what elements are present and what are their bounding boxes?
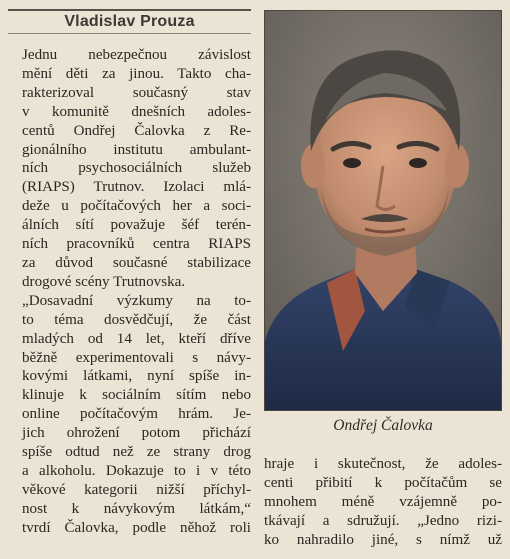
eye-right — [409, 158, 427, 168]
text-line: jich ohrožení potom přichází — [22, 425, 251, 442]
article-right-column — [264, 455, 502, 550]
text-line: centů Ondřej Čalovka z Re- — [22, 122, 251, 139]
text-line: spíše odtud než ze strany drog — [22, 444, 251, 461]
text-line: online počítačovým hrám. Je- — [22, 406, 251, 423]
text-line: věkové kategorii nižší příchyl- — [22, 481, 251, 498]
text-line: rakterizoval současný stav — [22, 84, 251, 101]
paragraph-3 — [264, 455, 502, 550]
text-line: (RIAPS) Trutnov. Izolaci mlá- — [22, 179, 251, 196]
paragraph-2 — [8, 292, 251, 538]
text-line: a alkoholu. Dokazuje to i v této — [22, 462, 251, 479]
text-line: gionálního institutu ambulant- — [22, 141, 251, 158]
text-line: tvrdí Čalovka, podle něhož roli — [22, 519, 251, 536]
text-line: nost k návykovým látkám,“ — [22, 500, 251, 517]
text-line: centi přibití k počítačům se — [264, 474, 502, 491]
text-line: v komunitě dnešních adoles- — [22, 103, 251, 120]
text-line: ko nahradilo jiné, s nímž už — [264, 531, 502, 548]
text-line: běžně experimentovali s návy- — [22, 349, 251, 366]
text-line: deže u počítačových her a soci- — [22, 198, 251, 215]
byline-box — [8, 9, 251, 34]
text-line: Jednu nebezpečnou závislost — [22, 47, 251, 63]
article-left-column — [8, 46, 251, 538]
ear-right — [445, 144, 469, 188]
text-line: ních pracovníků centra RIAPS — [22, 236, 251, 253]
text-line: hraje i skutečnost, že adoles- — [264, 456, 502, 472]
text-line: álních sítí považuje šéf terén- — [22, 217, 251, 234]
text-line: mění děti za jinou. Takto cha- — [22, 65, 251, 82]
text-line: za důvod současné stabilizace — [22, 254, 251, 271]
text-line: „Dosavadní výzkumy na to- — [22, 292, 251, 309]
text-line: mnohem méně vzájemně po- — [264, 493, 502, 510]
text-line: mladých od 14 let, kteří dříve — [22, 330, 251, 347]
eye-left — [343, 158, 361, 168]
text-line: ních psychosociálních služeb — [22, 160, 251, 177]
text-line: drogové scény Trutnovska. — [22, 273, 186, 290]
author-name: Vladislav Prouza — [64, 13, 195, 30]
text-line: to téma dosvědčují, že část — [22, 311, 251, 328]
text-line: kovými látkami, nyní spíše in- — [22, 368, 251, 385]
paragraph-1 — [8, 46, 251, 292]
portrait-illustration — [265, 11, 501, 410]
text-line: klinuje k sociálním sítím nebo — [22, 387, 251, 404]
photo-caption: Ondřej Čalovka — [333, 417, 433, 434]
ear-left — [301, 144, 325, 188]
text-line: tkávají a sdružují. „Jedno rizi- — [264, 512, 502, 529]
portrait-photo — [264, 10, 502, 411]
